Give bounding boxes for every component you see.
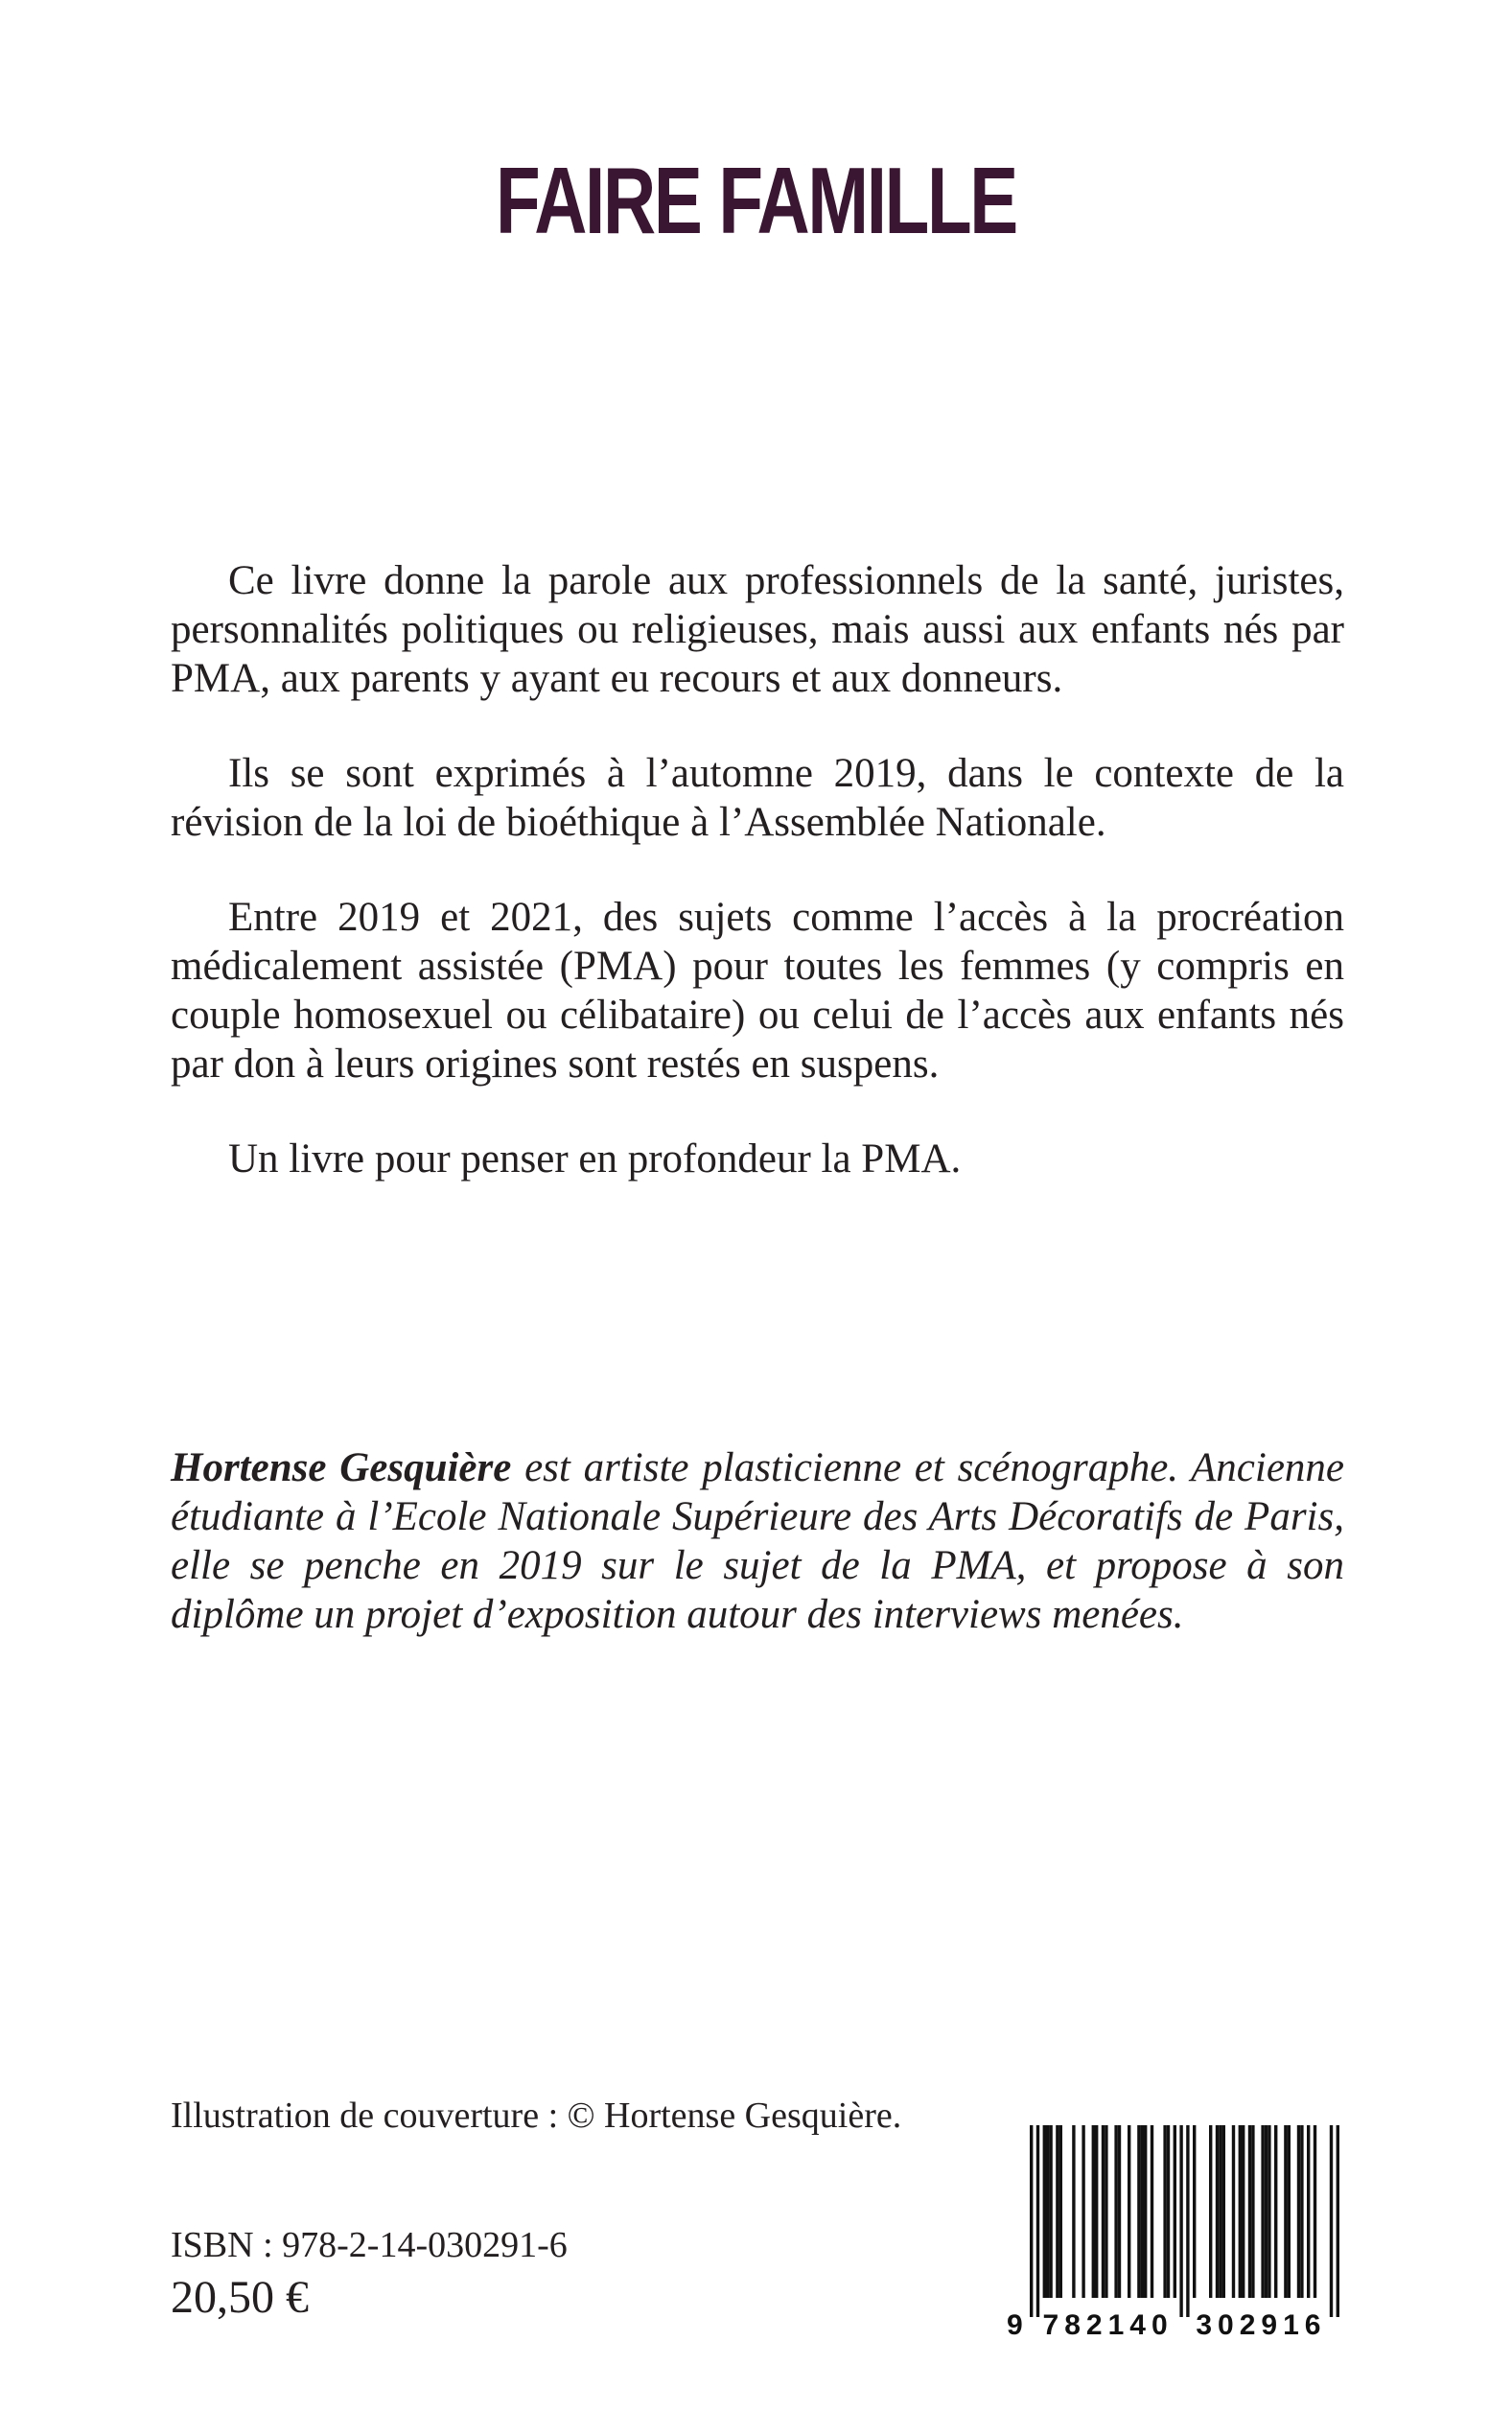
barcode-bar xyxy=(1141,2125,1144,2298)
barcode-bar xyxy=(1167,2125,1170,2298)
barcode-bar xyxy=(1232,2125,1235,2298)
barcode-bar xyxy=(1222,2125,1225,2298)
barcode-bar xyxy=(1105,2125,1107,2298)
barcode-bar xyxy=(1300,2125,1303,2298)
barcode-left-digits: 782140 xyxy=(1042,2309,1174,2340)
barcode-right-digits: 302916 xyxy=(1196,2309,1327,2340)
barcode-first-digit: 9 xyxy=(1007,2309,1023,2340)
illustration-credit: Illustration de couverture : © Hortense Gesquière. xyxy=(171,2096,902,2136)
isbn: ISBN : 978-2-14-030291-6 xyxy=(171,2225,568,2265)
book-title: FAIRE FAMILLE xyxy=(496,148,1016,253)
barcode-bar xyxy=(1144,2125,1147,2298)
barcode-graphic xyxy=(999,2119,1354,2340)
price: 20,50 € xyxy=(171,2272,309,2323)
barcode-bar xyxy=(1265,2125,1268,2298)
barcode-bar xyxy=(1030,2125,1033,2317)
barcode-bar xyxy=(1330,2125,1333,2317)
isbn-barcode xyxy=(999,2119,1354,2340)
barcode-bar xyxy=(1274,2125,1277,2298)
barcode-bar xyxy=(1288,2125,1291,2298)
barcode-bar xyxy=(1082,2125,1084,2298)
blurb-paragraph: Ils se sont exprimés à l’automne 2019, dans le contexte de la révision de la loi de bioéthique à l’Assemblée Nationale. xyxy=(171,751,1344,845)
barcode-bar xyxy=(1056,2125,1058,2298)
barcode-bar xyxy=(1242,2125,1244,2298)
author-bio-text: est artiste plasticienne et scénographe. Ancienne étudiante à l’Ecole Nationale Supérieure des Arts Décoratifs de Paris, elle se penche en 2019 sur le sujet de la PMA, et propose à son diplôme un projet d’exposition autour des interviews menées. xyxy=(171,1445,1344,1637)
barcode-bar xyxy=(1337,2125,1339,2317)
blurb-text xyxy=(171,556,1344,1229)
barcode-bar xyxy=(1046,2125,1049,2298)
barcode-bar xyxy=(1049,2125,1052,2298)
barcode-bar xyxy=(1036,2125,1039,2317)
barcode-bar xyxy=(1137,2125,1140,2298)
blurb-paragraph: Entre 2019 et 2021, des sujets comme l’accès à la procréation médicalement assistée (PMA) pour toutes les femmes (y compris en couple homosexuel ou célibataire) ou celui de l’accès aux enfants nés par don à leurs origines sont restés en suspens. xyxy=(171,895,1344,1087)
author-bio xyxy=(171,1443,1344,1639)
barcode-bar xyxy=(1186,2125,1189,2317)
barcode-bar xyxy=(1092,2125,1095,2298)
blurb-paragraph: Ce livre donne la parole aux professionnels de la santé, juristes, personnalités politiques ou religieuses, mais aussi aux enfants nés par PMA, aux parents y ayant eu recours et aux donneurs. xyxy=(171,558,1344,701)
barcode-bar xyxy=(1179,2125,1182,2317)
barcode-bar xyxy=(1128,2125,1130,2298)
barcode-bar xyxy=(1072,2125,1075,2298)
barcode-bar xyxy=(1219,2125,1221,2298)
barcode-bar xyxy=(1314,2125,1316,2298)
barcode-bar xyxy=(1239,2125,1242,2298)
barcode-bar xyxy=(1174,2125,1176,2298)
barcode-bar xyxy=(1102,2125,1105,2298)
barcode-bar xyxy=(1297,2125,1300,2298)
barcode-bar xyxy=(1216,2125,1219,2298)
barcode-bar xyxy=(1284,2125,1287,2298)
barcode-bar xyxy=(1261,2125,1264,2298)
barcode-bar xyxy=(1151,2125,1153,2298)
barcode-bar xyxy=(1248,2125,1251,2298)
barcode-bar xyxy=(1209,2125,1212,2298)
barcode-bar xyxy=(1059,2125,1062,2298)
barcode-bar xyxy=(1114,2125,1117,2298)
barcode-bar xyxy=(1251,2125,1254,2298)
barcode-bar xyxy=(1095,2125,1098,2298)
barcode-bar xyxy=(1307,2125,1310,2298)
barcode-bar xyxy=(1118,2125,1121,2298)
blurb-paragraph: Un livre pour penser en profondeur la PMA. xyxy=(228,1136,962,1182)
barcode-bar xyxy=(1193,2125,1196,2298)
barcode-bar xyxy=(1163,2125,1166,2298)
barcode-bar xyxy=(1043,2125,1046,2298)
barcode-bar xyxy=(1268,2125,1270,2298)
author-name: Hortense Gesquière xyxy=(171,1445,512,1490)
